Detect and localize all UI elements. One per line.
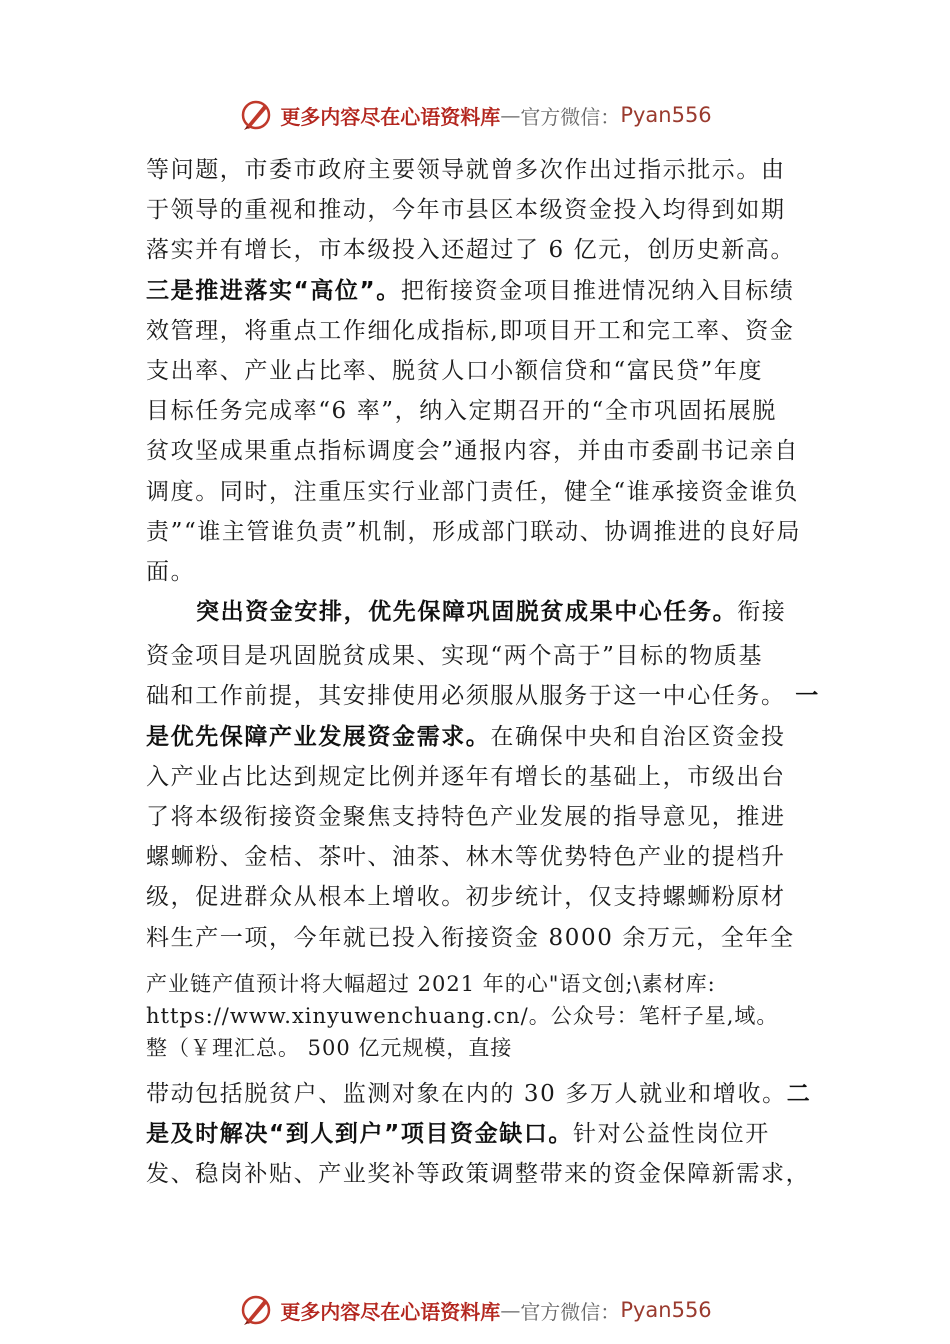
text-span: 础和工作前提，其安排使用必须服从服务于这一中心任务。 — [146, 683, 786, 710]
text-line: 支出率、产业占比率、脱贫人口小额信贷和“富民贷”年度 — [146, 357, 764, 384]
text-line: https://www.xinyuwenchuang.cn/。公众号：笔杆子星,域。 — [146, 1003, 779, 1028]
text-line — [146, 717, 826, 757]
text-span: 在确保中央和自治区资金投 — [490, 723, 786, 750]
banner-brand-text: 更多内容尽在心语资料库 — [280, 104, 501, 129]
text-line — [146, 271, 826, 311]
text-line: 发、稳岗补贴、产业奖补等政策调整带来的资金保障新需求， — [146, 1161, 811, 1188]
text-line — [146, 1074, 826, 1114]
banner-dash: — — [500, 103, 521, 127]
footer-banner — [0, 1290, 950, 1330]
pen-logo-icon — [238, 97, 274, 133]
text-span: 针对公益性岗位开 — [573, 1120, 770, 1147]
banner-dash: — — [500, 1298, 521, 1322]
bold-heading: 一 — [785, 683, 820, 710]
text-line: 效管理，将重点工作细化成指标,即项目开工和完工率、资金 — [146, 317, 795, 344]
bold-heading: 二 — [786, 1080, 812, 1107]
text-line: 目标任务完成率“6 率”，纳入定期召开的“全市巩固拓展脱 — [146, 398, 778, 425]
bold-heading: 三是推进落实“高位”。 — [146, 277, 401, 304]
document-body — [146, 150, 826, 1194]
text-line — [146, 592, 826, 632]
banner-wechat-id: Pyan556 — [620, 1298, 712, 1322]
banner-wechat-label: 官方微信： — [520, 104, 621, 129]
bold-heading: 突出资金安排，优先保障巩固脱贫成果中心任务。 — [196, 599, 738, 626]
text-line: 整（￥理汇总。 500 亿元规模，直接 — [146, 1035, 513, 1060]
text-line: 入产业占比达到规定比例并逐年有增长的基础上，市级出台 — [146, 763, 786, 790]
header-banner — [0, 95, 950, 135]
text-line — [146, 676, 826, 716]
text-line: 落实并有增长，市本级投入还超过了 6 亿元，创历史新高。 — [146, 237, 796, 264]
text-span: 带动包括脱贫户、监测对象在内的 30 多万人就业和增收。 — [146, 1080, 787, 1107]
text-line: 调度。同时，注重压实行业部门责任，健全“谁承接资金谁负 — [146, 478, 799, 505]
text-line: 贫攻坚成果重点指标调度会”通报内容，并由市委副书记亲自 — [146, 438, 799, 465]
banner-wechat-id: Pyan556 — [620, 103, 712, 127]
text-line: 级，促进群众从根本上增收。初步统计，仅支持螺蛳粉原材 — [146, 884, 786, 911]
text-line: 等问题，市委市政府主要领导就曾多次作出过指示批示。由 — [146, 157, 786, 183]
text-line — [146, 1114, 826, 1154]
text-line: 螺蛳粉、金桔、茶叶、油茶、林木等优势特色产业的提档升 — [146, 844, 786, 871]
bold-heading: 是及时解决“到人到户”项目资金缺口。 — [146, 1120, 574, 1147]
text-line: 产业链产值预计将大幅超过 2021 年的心"语文创;\素材库: — [146, 971, 716, 996]
pen-logo-icon — [238, 1292, 274, 1328]
text-line: 了将本级衔接资金聚焦支持特色产业发展的指导意见，推进 — [146, 804, 786, 830]
banner-brand-text: 更多内容尽在心语资料库 — [280, 1299, 501, 1324]
bold-heading: 是优先保障产业发展资金需求。 — [146, 723, 491, 750]
text-line: 于领导的重视和推动，今年市县区本级资金投入均得到如期 — [146, 197, 786, 224]
text-span: 衔接 — [737, 599, 787, 626]
text-line: 责”“谁主管谁负责”机制，形成部门联动、协调推进的良好局 — [146, 518, 802, 545]
banner-wechat-label: 官方微信： — [520, 1299, 621, 1324]
text-line: 面。 — [146, 558, 196, 585]
text-span: 把衔接资金项目推进情况纳入目标绩 — [400, 277, 795, 304]
text-line: 资金项目是巩固脱贫成果、实现“两个高于”目标的物质基 — [146, 643, 764, 670]
text-line: 料生产一项，今年就已投入衔接资金 8000 余万元，全年全 — [146, 924, 795, 951]
